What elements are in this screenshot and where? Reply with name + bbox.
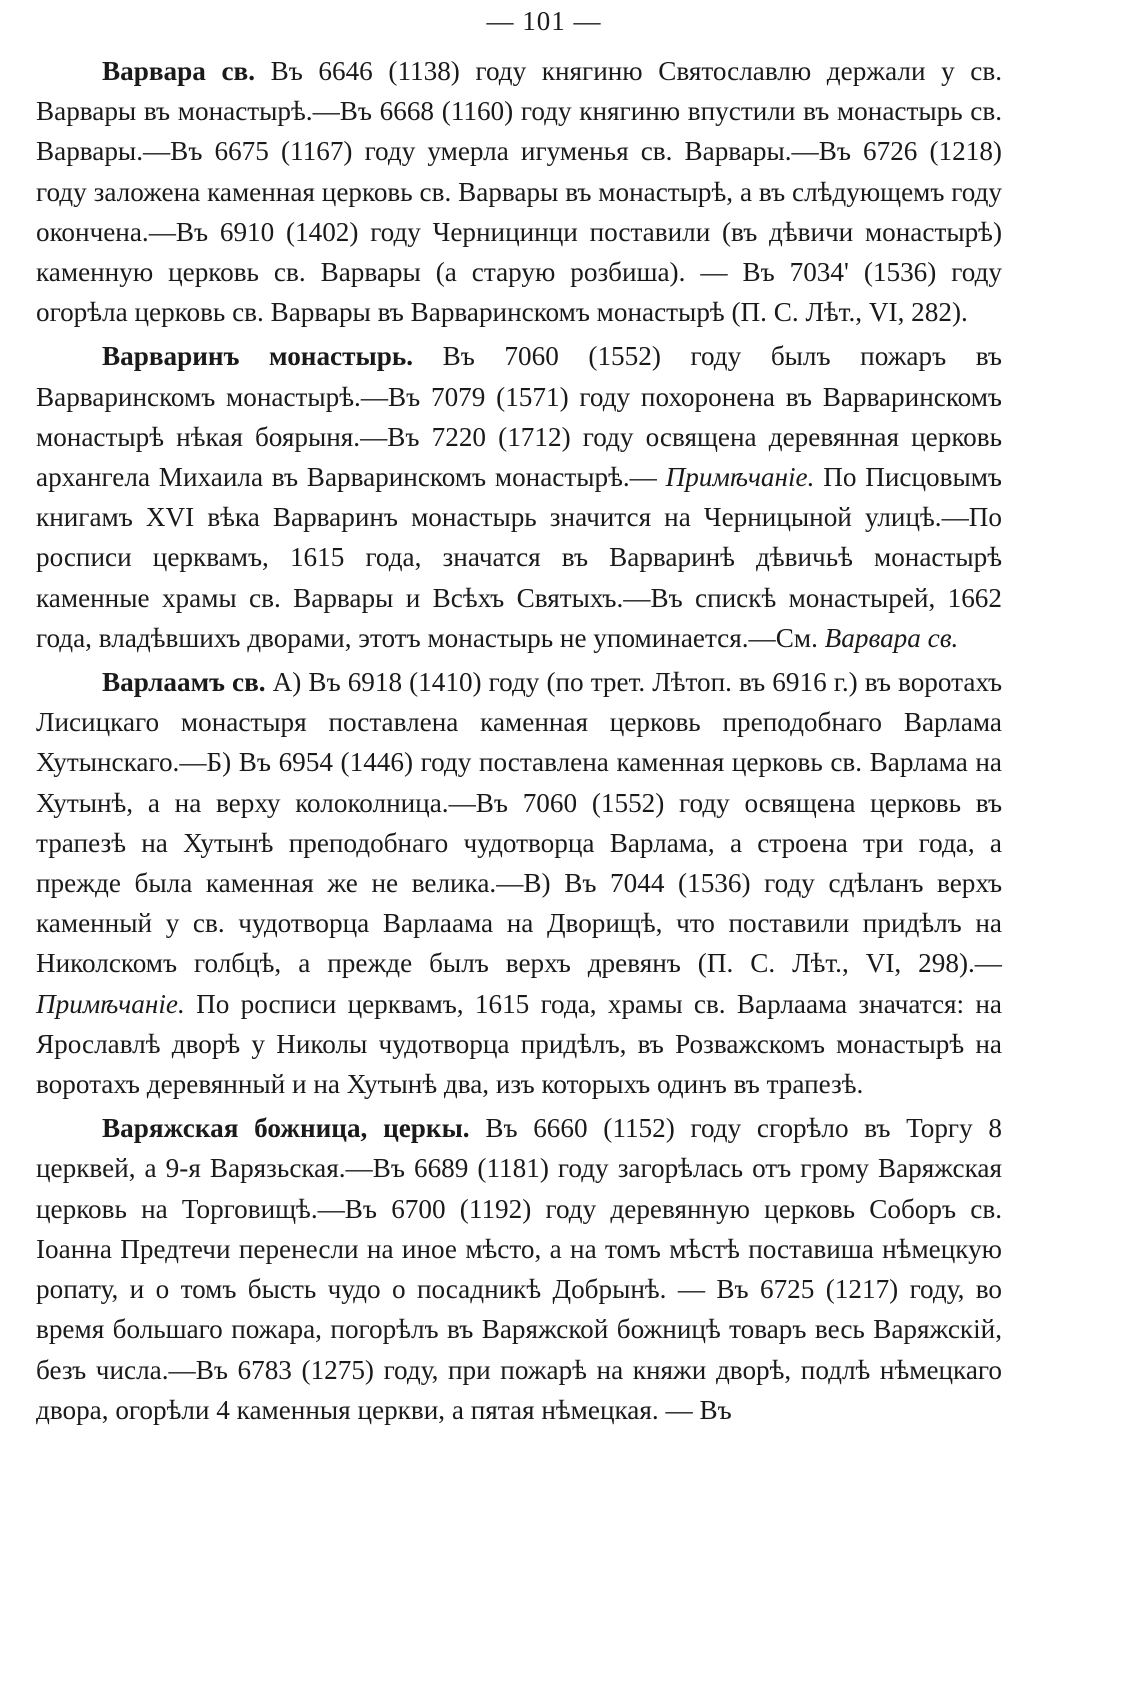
entry-varyazhskaya-bozhnitsa [36,1108,1002,1430]
page [36,6,1002,1430]
entry-text: Въ 6646 (1138) году княгиню Святославлю держали у св. Варвары въ монастырѣ.—Въ 6668 (1160) году княгиню впустили въ монастырь св. Варвары.—Въ 6675 (1167) году умерла игуменья св. Варвары.—Въ 6726 (1218) году заложена каменная церковь св. Варвары въ монастырѣ, а въ слѣдующемъ году окончена.—Въ 6910 (1402) году Черницинци поставили (въ дѣвичи монастырѣ) каменную церковь св. Варвары (а старую розбиша). — Въ 7034' (1536) году огорѣла церковь св. Варвары въ Варваринскомъ монастырѣ (П. С. Лѣт., VI, 282). [36,56,1002,328]
entry-varvara [36,51,1002,332]
entry-text: А) Въ 6918 (1410) году (по трет. Лѣтоп. въ 6916 г.) въ воротахъ Лисицкаго монастыря поставлена каменная церковь преподобнаго Варлама Хутынскаго.—Б) Въ 6954 (1446) году поставлена каменная церковь св. Варлама на Хутынѣ, а на верху колоколница.—Въ 7060 (1552) году освящена церковь въ трапезѣ на Хутынѣ преподобнаго чудотворца Варлама, а строена три года, а прежде была каменная же не велика.—В) Въ 7044 (1536) году сдѣланъ верхъ каменный у св. чудотворца Варлаама на Дворищѣ, что поставили придѣлъ на Николскомъ голбцѣ, а прежде былъ верхъ древянъ (П. С. Лѣт., VI, 298).— [36,667,1003,979]
entry-title: Варваринъ монастырь. [102,341,413,372]
entry-text: По росписи церквамъ, 1615 года, храмы св. Варлаама значатся: на Ярославлѣ дворѣ у Николы чудотворца придѣлъ, въ Розважскомъ монастырѣ на воротахъ деревянный и на Хутынѣ два, изъ которыхъ одинъ въ трапезѣ. [36,988,1002,1100]
entry-text: По Писцовымъ книгамъ XVI вѣка Варваринъ монастырь значится на Черницыной улицѣ.—По росписи церквамъ, 1615 года, значатся въ Варваринѣ дѣвичьѣ монастырѣ каменные храмы св. Варвары и Всѣхъ Святыхъ.—Въ спискѣ монастырей, 1662 года, владѣвшихъ дворами, этотъ монастырь не упоминается.—См. [36,462,1002,653]
page-number: — 101 — [486,6,602,36]
entry-varvarin-monastery [36,336,1002,658]
note-label: Примѣчаніе. [665,462,815,493]
entry-title: Варлаамъ св. [102,667,266,698]
entry-title: Варвара св. [102,56,255,86]
entry-text: Въ 7060 (1552) году былъ пожаръ въ Варваринскомъ монастырѣ.—Въ 7079 (1571) году похоронена въ Варваринскомъ монастырѣ нѣкая боярыня.—Въ 7220 (1712) году освящена деревянная церковь архангела Михаила въ Варваринскомъ монастырѣ.— [36,341,1002,493]
entry-varlaam [36,662,1002,1104]
note-label: Примѣчаніе. [36,988,185,1019]
see-reference: Варвара св. [824,622,959,653]
entry-text: Въ 6660 (1152) году сгорѣло въ Торгу 8 церквей, а 9-я Варязьская.—Въ 6689 (1181) году загорѣлась отъ грому Варяжская церковь на Торговищѣ.—Въ 6700 (1192) году деревянную церковь Соборъ св. Іоанна Предтечи перенесли на иное мѣсто, а на томъ мѣстѣ поставиша нѣмецкую ропату, и о томъ бысть чудо о посадникѣ Добрынѣ. — Въ 6725 (1217) году, во время большаго пожара, погорѣлъ въ Варяжской божницѣ товаръ весь Варяжскій, безъ числа.—Въ 6783 (1275) году, при пожарѣ на княжи дворѣ, подлѣ нѣмецкаго двора, огорѣли 4 каменныя церкви, а пятая нѣмецкая. — Въ [36,1113,1002,1425]
entry-title: Варяжская божница, церкы. [102,1113,470,1144]
